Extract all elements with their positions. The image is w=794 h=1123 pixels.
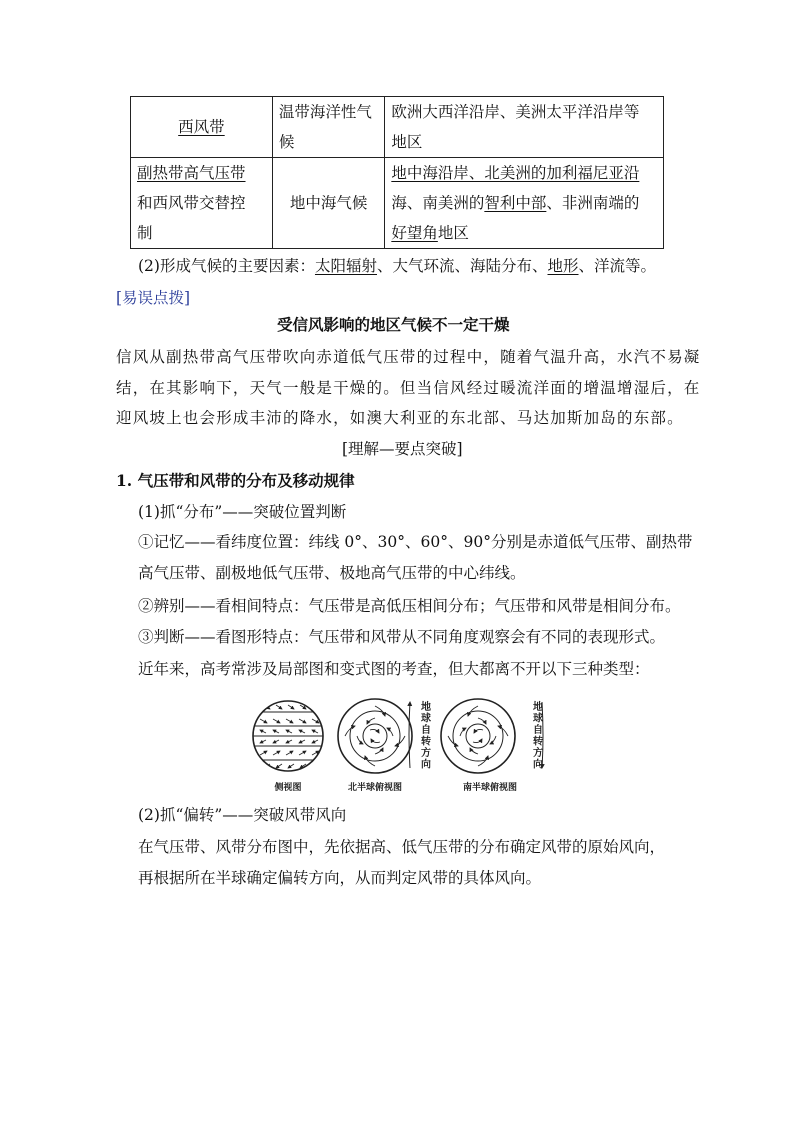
subheading: (1)抓“分布”——突破位置判断 bbox=[138, 503, 347, 521]
table-row bbox=[131, 158, 664, 249]
cell-text: 海、南美洲的 bbox=[391, 194, 485, 212]
cell-text: 智利中部 bbox=[484, 194, 547, 212]
paragraph-line: ③判断——看图形特点：气压带和风带从不同角度观察会有不同的表现形式。 bbox=[138, 628, 666, 646]
paragraph-line: 近年来，高考常涉及局部图和变式图的考查，但大都离不开以下三种类型： bbox=[138, 660, 650, 678]
rotation-label: 地球自转方向 bbox=[421, 702, 431, 771]
rotation-labels bbox=[421, 700, 543, 771]
paragraph-line: 高气压带、副极地低气压带、极地高气压带的中心纬线。 bbox=[138, 564, 526, 582]
figure-caption: 南半球俯视图 bbox=[462, 783, 518, 793]
paragraph-line: 再根据所在半球确定偏转方向，从而判定风带的具体风向。 bbox=[138, 869, 542, 887]
wind-belt-term: 西风带 bbox=[178, 118, 225, 136]
factor-term: 太阳辐射 bbox=[314, 257, 377, 275]
tip-title: 受信风影响的地区气候不一定干燥 bbox=[277, 315, 510, 334]
cell-text: 和西风带交替控 bbox=[137, 194, 246, 212]
tip-line: 信风从副热带高气压带吹向赤道低气压带的过程中，随着气温升高，水汽不易凝 bbox=[116, 348, 701, 366]
tip-line: 结，在其影响下，天气一般是干燥的。但当信风经过暖流洋面的增温增湿后，在 bbox=[116, 379, 701, 397]
cell-text: 制 bbox=[137, 224, 153, 242]
paragraph-line: 在气压带、风带分布图中，先依据高、低气压带的分布确定风带的原始风向， bbox=[138, 838, 666, 856]
cell-text: 地中海气候 bbox=[289, 194, 368, 212]
table-cell bbox=[272, 97, 384, 158]
cell-text: 、非洲南端的 bbox=[546, 194, 640, 212]
cell-text: 欧洲大西洋沿岸、美洲太平洋沿岸等 bbox=[391, 103, 640, 121]
rotation-label: 地球自转方向 bbox=[533, 702, 543, 771]
table-cell bbox=[385, 97, 664, 158]
figure-caption: 侧视图 bbox=[274, 783, 302, 793]
cell-text: 地区 bbox=[437, 224, 469, 242]
item-title: 1. 气压带和风带的分布及移动规律 bbox=[116, 471, 355, 490]
table-row bbox=[131, 97, 664, 158]
figure-caption: 北半球俯视图 bbox=[347, 783, 403, 793]
cell-text: 地区 bbox=[391, 133, 423, 151]
climate-table bbox=[130, 96, 664, 249]
tip-tag: [易误点拨] bbox=[116, 289, 191, 307]
pressure-belt-figure bbox=[250, 690, 555, 798]
side-view-diagram bbox=[250, 701, 326, 793]
south-hemisphere-diagram bbox=[441, 699, 543, 793]
table-cell bbox=[131, 158, 273, 249]
factor-term: 地形 bbox=[547, 257, 579, 275]
section-heading: [理解—要点突破] bbox=[342, 440, 463, 458]
cell-text: 候 bbox=[278, 133, 295, 151]
north-hemisphere-diagram bbox=[338, 699, 412, 793]
factors-text: 、大气环流、海陆分布、 bbox=[376, 257, 548, 275]
subheading: (2)抓“偏转”——突破风带风向 bbox=[138, 806, 347, 824]
paragraph-line: ①记忆——看纬度位置：纬线 0°、30°、60°、90°分别是赤道低气压带、副热带 bbox=[138, 533, 693, 551]
table-cell bbox=[272, 158, 384, 249]
cell-text: 温带海洋性气 bbox=[278, 103, 372, 121]
tip-line: 迎风坡上也会形成丰沛的降水，如澳大利亚的东北部、马达加斯加岛的东部。 bbox=[116, 409, 684, 427]
table-cell bbox=[385, 158, 664, 249]
factors-line bbox=[138, 255, 656, 277]
cell-text: 副热带高气压带 bbox=[137, 164, 246, 182]
table-cell bbox=[131, 97, 273, 158]
factors-label: (2)形成气候的主要因素： bbox=[138, 257, 315, 275]
factors-text: 、洋流等。 bbox=[578, 257, 657, 275]
cell-text: 地中海沿岸、北美洲的加利福尼亚沿 bbox=[391, 164, 640, 182]
cell-text: 好望角 bbox=[391, 224, 438, 242]
paragraph-line: ②辨别——看相间特点：气压带是高低压相间分布；气压带和风带是相间分布。 bbox=[138, 597, 681, 615]
